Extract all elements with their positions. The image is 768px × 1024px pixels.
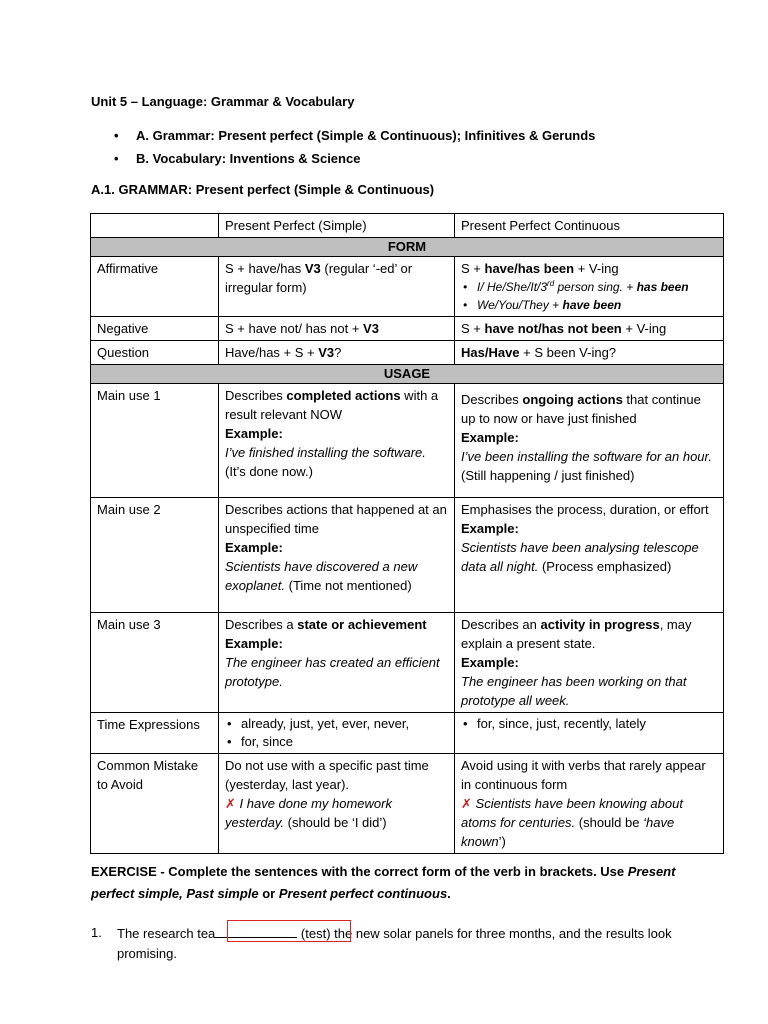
table-header-row [91, 214, 724, 238]
question-continuous-cell [455, 341, 724, 365]
exercise-instructions [91, 861, 691, 905]
affirmative-cont-aux: have/has been [484, 261, 575, 276]
main1-cont-note: (Still happening / just finished) [461, 468, 635, 483]
table-row-main-use-1 [91, 384, 724, 498]
affirmative-simple-text: S + have/has [225, 261, 305, 276]
affirmative-cont-item-2 [461, 296, 717, 314]
time-cont-list [461, 715, 717, 733]
main2-simple-note: (Time not mentioned) [285, 578, 412, 593]
cont-item-1-subject: I/ He/She/It/3 [477, 280, 548, 294]
form-section-label: FORM [91, 238, 724, 257]
time-continuous-cell [455, 713, 724, 754]
cross-mark-icon: ✗ [461, 796, 472, 811]
main2-cont-text: Emphasises the process, duration, or effort [461, 502, 709, 517]
affirmative-simple-v3: V3 [304, 261, 321, 276]
table-row-common-mistake [91, 754, 724, 854]
main1-cont-rest: that continue up to now or have just finished [461, 392, 701, 426]
main3-simple-key: state or achievement [297, 617, 427, 632]
affirmative-continuous-cell [455, 257, 724, 317]
main2-cont-example: Scientists have been analysing telescope data all night. [461, 540, 699, 574]
usage-section-row [91, 365, 724, 384]
table-row-affirmative [91, 257, 724, 317]
topic-vocabulary: • B. Vocabulary: Inventions & Science [114, 150, 595, 173]
main3-simple-text: Describes a [225, 617, 298, 632]
table-row-question [91, 341, 724, 365]
form-section-row [91, 238, 724, 257]
main1-cont-example-label: Example: [461, 430, 519, 445]
cross-mark-icon: ✗ [225, 796, 236, 811]
time-simple-item-1: • already, just, yet, ever, never, [225, 715, 448, 733]
header-empty-cell [91, 214, 219, 238]
cont-item-1-mid: person sing. + [554, 280, 637, 294]
affirmative-cont-ving: + V-ing [574, 261, 619, 276]
cont-item-2-subject: We/You/They + [477, 298, 563, 312]
affirmative-cont-item-1 [461, 278, 717, 296]
table-row-main-use-2 [91, 498, 724, 613]
main1-simple-example: I’ve finished installing the software. [225, 445, 426, 460]
main1-simple-cell [219, 384, 455, 498]
main2-cont-note: (Process emphasized) [538, 559, 672, 574]
mistake-simple-example: I have done my homework yesterday. [225, 796, 392, 830]
exercise-text: EXERCISE - Complete the sentences with the correct form of the verb in brackets. Use [91, 864, 628, 879]
affirmative-cont-text: S + [461, 261, 485, 276]
main1-simple-example-label: Example: [225, 426, 283, 441]
main1-simple-rest: with a result relevant NOW [225, 388, 439, 422]
main3-cont-example-label: Example: [461, 655, 519, 670]
main1-cont-text: Describes [461, 392, 523, 407]
main3-cont-example: The engineer has been working on that prototype all week. [461, 674, 687, 708]
usage-section-label: USAGE [91, 365, 724, 384]
grammar-table [90, 213, 724, 854]
row-label-time-expressions: Time Expressions [91, 713, 219, 754]
unit-title: Unit 5 – Language: Grammar & Vocabulary [91, 94, 355, 109]
cont-item-1-sup: rd [547, 279, 555, 288]
mistake-cont-note-end: ’) [498, 834, 506, 849]
answer-highlight-box[interactable] [227, 920, 351, 942]
table-row-main-use-3 [91, 613, 724, 713]
row-label-main-use-2: Main use 2 [91, 498, 219, 613]
negative-cont-text: S + [461, 321, 485, 336]
main2-simple-text: Describes actions that happened at an unspecified time [225, 502, 447, 536]
item1-verb: (test) [300, 926, 331, 941]
main1-cont-example: I’ve been installing the software for an hour. [461, 449, 712, 464]
topic-grammar: • A. Grammar: Present perfect (Simple & Continuous); Infinitives & Gerunds [114, 127, 595, 150]
exercise-item-text [117, 923, 677, 964]
main1-cont-key: ongoing actions [522, 392, 623, 407]
mistake-simple-cell [219, 754, 455, 854]
main3-cont-rest: , may explain a present state. [461, 617, 692, 651]
affirmative-cont-list [461, 278, 717, 314]
negative-simple-text: S + have not/ has not + [225, 321, 364, 336]
question-simple-text: Have/has + S + [225, 345, 319, 360]
main3-continuous-cell [455, 613, 724, 713]
row-label-question: Question [91, 341, 219, 365]
negative-cont-ving: + V-ing [621, 321, 667, 336]
exercise-tense-2: Present perfect continuous [278, 886, 448, 901]
row-label-main-use-1: Main use 1 [91, 384, 219, 498]
row-label-affirmative: Affirmative [91, 257, 219, 317]
main1-simple-note: (It’s done now.) [225, 464, 313, 479]
main3-simple-cell [219, 613, 455, 713]
main3-simple-example-label: Example: [225, 636, 283, 651]
mistake-continuous-cell [455, 754, 724, 854]
main2-continuous-cell [455, 498, 724, 613]
exercise-tense-1: Present perfect simple, Past simple [91, 864, 676, 901]
time-simple-cell [219, 713, 455, 754]
main1-simple-key: completed actions [286, 388, 401, 403]
table-row-time-expressions [91, 713, 724, 754]
affirmative-simple-cell [219, 257, 455, 317]
main3-cont-text: Describes an [461, 617, 541, 632]
mistake-cont-text: Avoid using it with verbs that rarely appear in continuous form [461, 758, 706, 792]
negative-simple-v3: V3 [363, 321, 379, 336]
section-heading: A.1. GRAMMAR: Present perfect (Simple & Continuous) [91, 182, 435, 197]
question-simple-mark: ? [334, 345, 342, 360]
mistake-cont-note-start: (should be [575, 815, 644, 830]
main2-simple-example-label: Example: [225, 540, 283, 555]
mistake-cont-example: Scientists have been knowing about atoms for centuries. [461, 796, 683, 830]
cont-item-2-aux: have been [562, 298, 622, 312]
exercise-period: . [447, 886, 451, 901]
cont-item-1-aux: has been [636, 280, 689, 294]
mistake-simple-text: Do not use with a specific past time (yesterday, last year). [225, 758, 429, 792]
question-simple-cell [219, 341, 455, 365]
question-cont-text: + S been V-ing? [519, 345, 617, 360]
time-simple-item-2: • for, since [225, 733, 448, 751]
header-simple: Present Perfect (Simple) [219, 214, 455, 238]
row-label-main-use-3: Main use 3 [91, 613, 219, 713]
main3-simple-example: The engineer has created an efficient prototype. [225, 655, 440, 689]
exercise-or: or [258, 886, 279, 901]
row-label-negative: Negative [91, 317, 219, 341]
row-label-common-mistake: Common Mistake to Avoid [91, 754, 219, 854]
exercise-item-number: 1. [91, 925, 102, 940]
affirmative-simple-note: (regular ‘-ed’ or irregular form) [225, 261, 413, 295]
main2-simple-example: Scientists have discovered a new exoplanet. [225, 559, 418, 593]
negative-continuous-cell [455, 317, 724, 341]
negative-simple-cell [219, 317, 455, 341]
main2-cont-example-label: Example: [461, 521, 519, 536]
item1-before: The research tea [117, 926, 216, 941]
time-cont-item: • for, since, just, recently, lately [461, 715, 717, 733]
question-simple-v3: V3 [318, 345, 335, 360]
table-row-negative [91, 317, 724, 341]
question-cont-aux: Has/Have [461, 345, 520, 360]
time-simple-list [225, 715, 448, 751]
item1-after: the new solar panels for three months, and the results look promising. [117, 926, 672, 961]
mistake-cont-note-correction: ‘have known [461, 815, 675, 849]
unit-topics-list [114, 127, 595, 173]
negative-cont-aux: have not/has not been [484, 321, 622, 336]
mistake-simple-note: (should be ‘I did’) [284, 815, 387, 830]
header-continuous: Present Perfect Continuous [455, 214, 724, 238]
main1-continuous-cell [455, 384, 724, 498]
main2-simple-cell [219, 498, 455, 613]
main3-cont-key: activity in progress [540, 617, 660, 632]
main1-simple-text: Describes [225, 388, 287, 403]
